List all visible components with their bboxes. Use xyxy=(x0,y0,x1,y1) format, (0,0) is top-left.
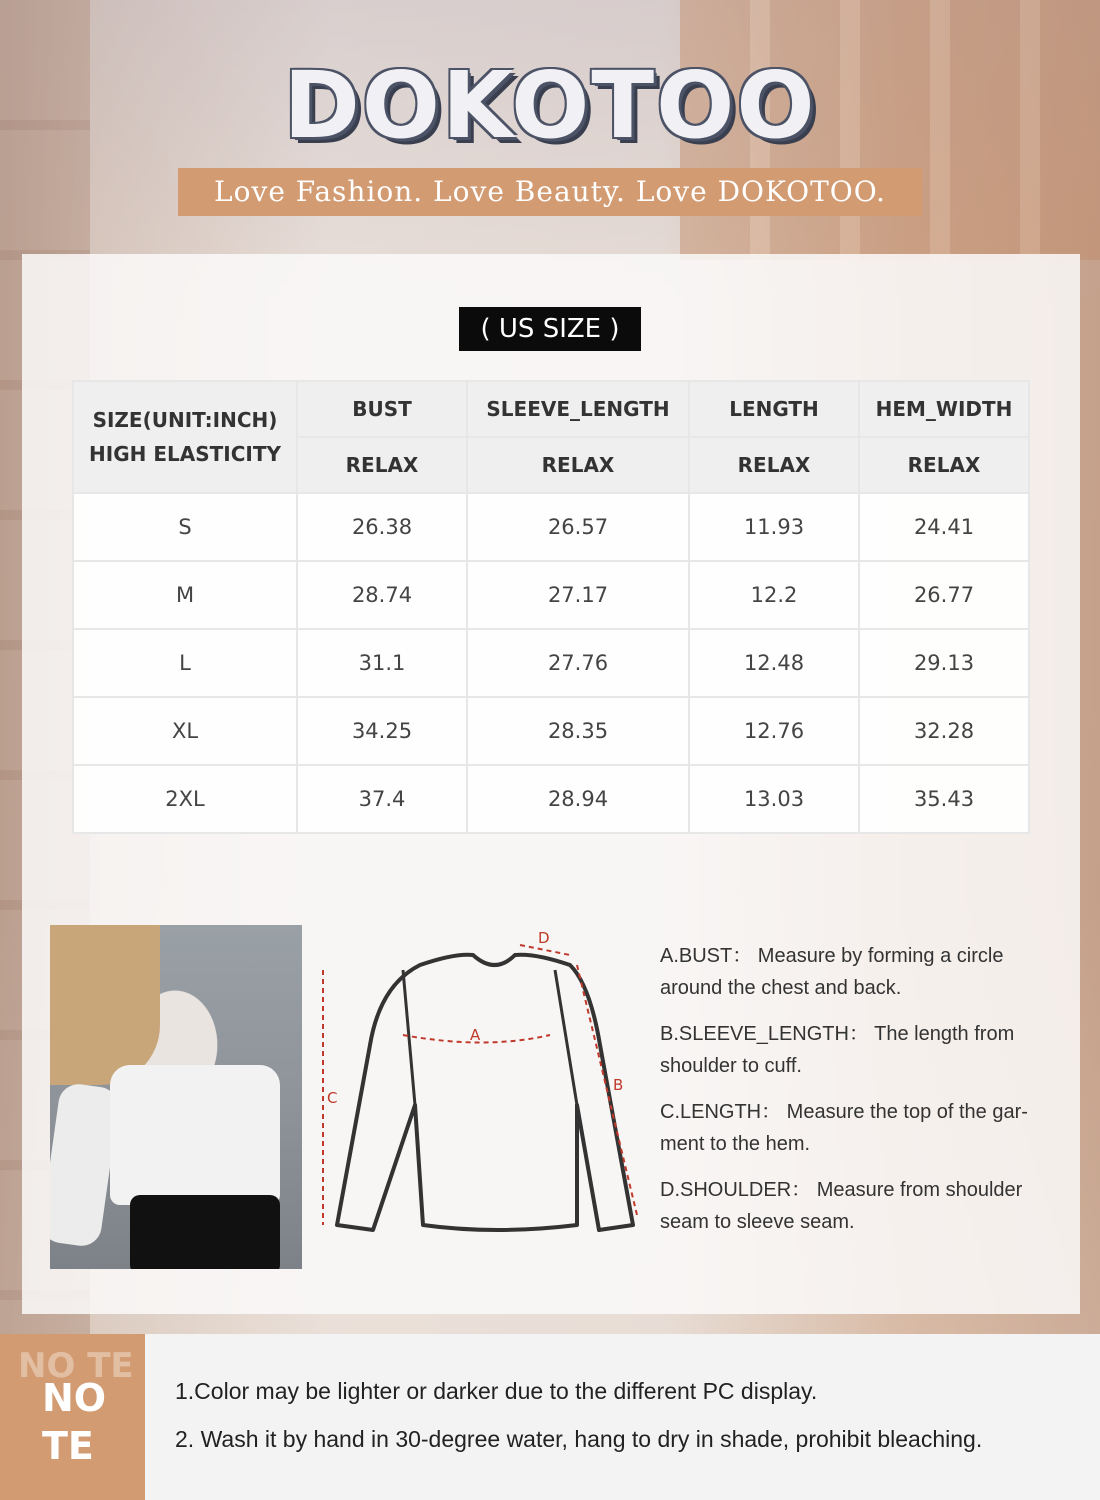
label-b: B xyxy=(613,1076,624,1094)
size-cell: M xyxy=(73,561,297,629)
note-item: 1.Color may be lighter or darker due to the different PC display. xyxy=(175,1378,818,1404)
size-cell: S xyxy=(73,493,297,561)
label-c: C xyxy=(327,1089,338,1107)
garment-outline xyxy=(337,955,633,1230)
note-label-box xyxy=(0,1334,145,1500)
value-cell: 27.76 xyxy=(467,629,689,697)
size-table xyxy=(72,380,1030,834)
size-cell: L xyxy=(73,629,297,697)
value-cell: 32.28 xyxy=(859,697,1029,765)
value-cell: 12.48 xyxy=(689,629,859,697)
column-header-hem-width: HEM_WIDTH xyxy=(859,381,1029,437)
us-size-badge: ( US SIZE ) xyxy=(459,307,641,351)
table-row xyxy=(73,629,1029,697)
column-header-length: LENGTH xyxy=(689,381,859,437)
subheader-relax: RELAX xyxy=(467,437,689,493)
note-label-line1: NO xyxy=(42,1376,107,1420)
note-ghost-text: NO TE xyxy=(18,1346,134,1386)
size-cell: XL xyxy=(73,697,297,765)
value-cell: 27.17 xyxy=(467,561,689,629)
sleeve-length-instruction: B.SLEEVE_LENGTH： The length from shoulder to cuff. xyxy=(660,1023,1015,1077)
value-cell: 29.13 xyxy=(859,629,1029,697)
measurement-diagram xyxy=(315,925,655,1245)
note-label-line2: TE xyxy=(42,1424,94,1468)
column-header-sleeve-length: SLEEVE_LENGTH xyxy=(467,381,689,437)
table-row xyxy=(73,493,1029,561)
note-item: 2. Wash it by hand in 30-degree water, hang to dry in shade, prohibit bleaching. xyxy=(175,1426,983,1452)
label-a: A xyxy=(470,1026,481,1044)
photo-white-top xyxy=(110,1065,280,1205)
value-cell: 11.93 xyxy=(689,493,859,561)
size-unit-label: SIZE(UNIT:INCH) xyxy=(92,408,278,432)
size-header xyxy=(73,381,297,493)
brand-tagline: Love Fashion. Love Beauty. Love DOKOTOO. xyxy=(178,168,922,216)
value-cell: 24.41 xyxy=(859,493,1029,561)
product-photo xyxy=(50,925,302,1269)
subheader-relax: RELAX xyxy=(689,437,859,493)
value-cell: 28.35 xyxy=(467,697,689,765)
value-cell: 37.4 xyxy=(297,765,467,833)
table-row xyxy=(73,765,1029,833)
value-cell: 28.74 xyxy=(297,561,467,629)
note-label xyxy=(42,1374,106,1470)
value-cell: 13.03 xyxy=(689,765,859,833)
note-content xyxy=(145,1334,1100,1500)
brand-logo: DOKOTOO xyxy=(283,52,817,159)
value-cell: 12.2 xyxy=(689,561,859,629)
elasticity-label: HIGH ELASTICITY xyxy=(89,442,281,466)
size-cell: 2XL xyxy=(73,765,297,833)
photo-hair xyxy=(50,925,160,1085)
table-row xyxy=(73,697,1029,765)
value-cell: 31.1 xyxy=(297,629,467,697)
bust-instruction: A.BUST： Measure by forming a circle around the chest and back. xyxy=(660,945,1004,999)
length-instruction: C.LENGTH： Measure the top of the gar-ment to the hem. xyxy=(660,1101,1028,1155)
subheader-relax: RELAX xyxy=(859,437,1029,493)
shoulder-instruction: D.SHOULDER： Measure from shoulder seam to sleeve seam. xyxy=(660,1179,1023,1233)
sleeve-seam-right xyxy=(555,970,577,1105)
value-cell: 26.38 xyxy=(297,493,467,561)
photo-black-pants xyxy=(130,1195,280,1269)
value-cell: 26.57 xyxy=(467,493,689,561)
sleeve-line xyxy=(577,965,637,1215)
value-cell: 35.43 xyxy=(859,765,1029,833)
column-header-bust: BUST xyxy=(297,381,467,437)
value-cell: 28.94 xyxy=(467,765,689,833)
value-cell: 12.76 xyxy=(689,697,859,765)
label-d: D xyxy=(538,929,550,947)
subheader-relax: RELAX xyxy=(297,437,467,493)
measurement-instructions xyxy=(660,940,1060,1252)
table-row xyxy=(73,561,1029,629)
value-cell: 26.77 xyxy=(859,561,1029,629)
value-cell: 34.25 xyxy=(297,697,467,765)
